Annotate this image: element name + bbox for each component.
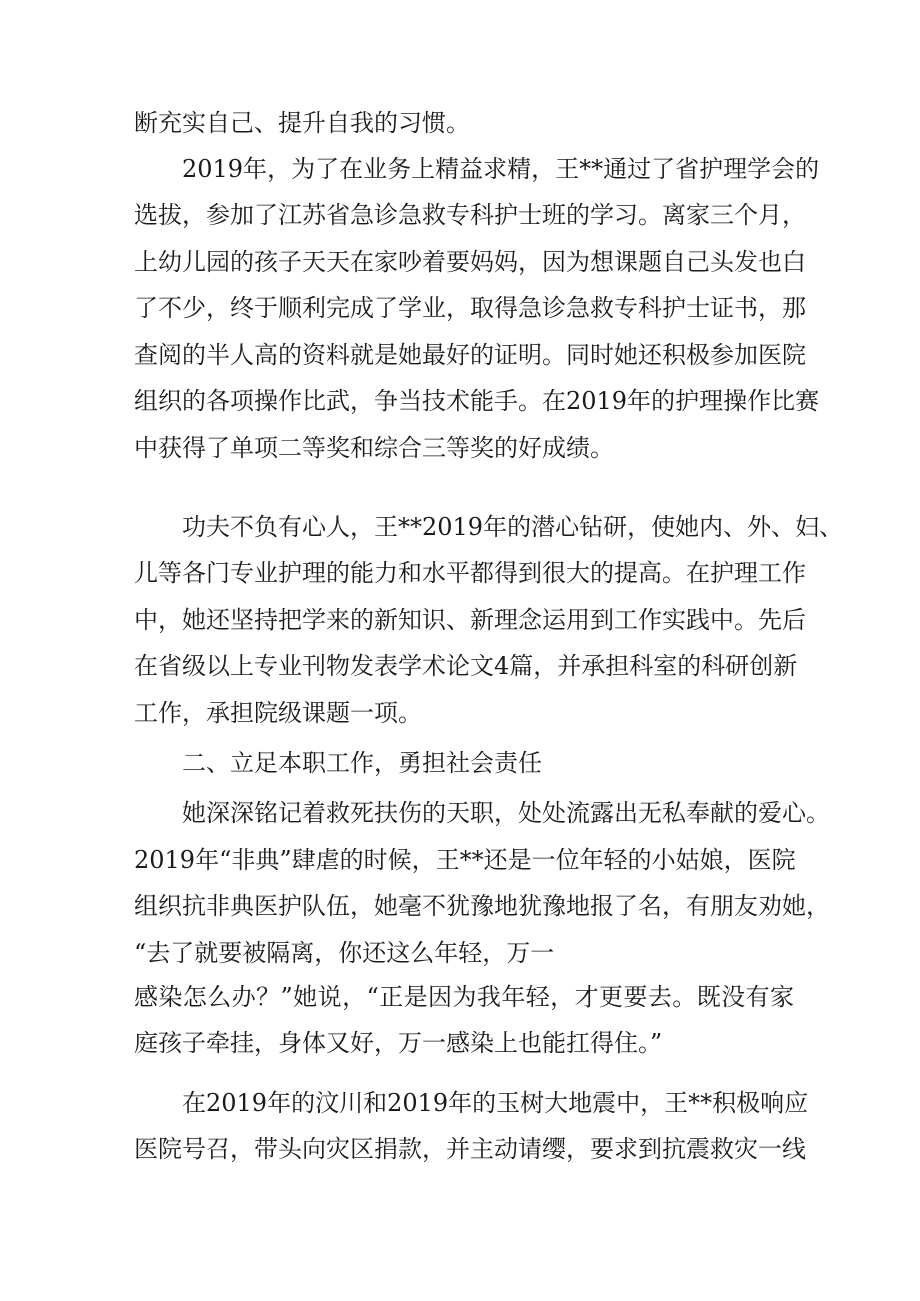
text-line: 查阅的半人高的资料就是她最好的证明。同时她还积极参加医院 [134, 341, 806, 369]
text-line: 组织抗非典医护队伍，她毫不犹豫地犹豫地报了名，有朋友劝她， [134, 892, 830, 920]
text-line: 在省级以上专业刊物发表学术论文4篇，并承担科室的科研创新 [134, 652, 798, 680]
text-line: “去了就要被隔离，你还这么年轻，万一 [134, 939, 555, 967]
text-line: 2019年“非典”肆虐的时候，王**还是一位年轻的小姑娘，医院 [134, 846, 796, 874]
text-line: 选拔，参加了江苏省急诊急救专科护士班的学习。离家三个月， [134, 201, 806, 229]
paragraph-first-line: 在2019年的汶川和2019年的玉树大地震中，王**积极响应 [182, 1089, 809, 1117]
text-line: 工作，承担院级课题一项。 [134, 699, 422, 727]
paragraph-first-line: 功夫不负有心人，王**2019年的潜心钻研，使她内、外、妇、 [182, 513, 844, 541]
text-line: 断充实自己、提升自我的习惯。 [134, 109, 470, 137]
text-line: 庭孩子牵挂，身体又好，万一感染上也能扛得住。” [134, 1029, 663, 1057]
text-line: 中获得了单项二等奖和综合三等奖的好成绩。 [134, 434, 614, 462]
paragraph-first-line: 2019年，为了在业务上精益求精，王**通过了省护理学会的 [182, 155, 820, 183]
text-line: 感染怎么办？”她说，“正是因为我年轻，才更要去。既没有家 [134, 983, 794, 1011]
text-line: 上幼儿园的孩子天天在家吵着要妈妈，因为想课题自己头发也白 [134, 248, 806, 276]
text-line: 中，她还坚持把学来的新知识、新理念运用到工作实践中。先后 [134, 606, 806, 634]
text-line: 儿等各门专业护理的能力和水平都得到很大的提高。在护理工作 [134, 559, 806, 587]
text-line: 组织的各项操作比武，争当技术能手。在2019年的护理操作比赛 [134, 387, 820, 415]
text-line: 医院号召，带头向灾区捐款，并主动请缨，要求到抗震救灾一线 [134, 1135, 806, 1163]
section-heading: 二、立足本职工作，勇担社会责任 [182, 749, 542, 777]
text-line: 了不少，终于顺利完成了学业，取得急诊急救专科护士证书，那 [134, 294, 806, 322]
paragraph-first-line: 她深深铭记着救死扶伤的天职，处处流露出无私奉献的爱心。 [182, 799, 830, 827]
